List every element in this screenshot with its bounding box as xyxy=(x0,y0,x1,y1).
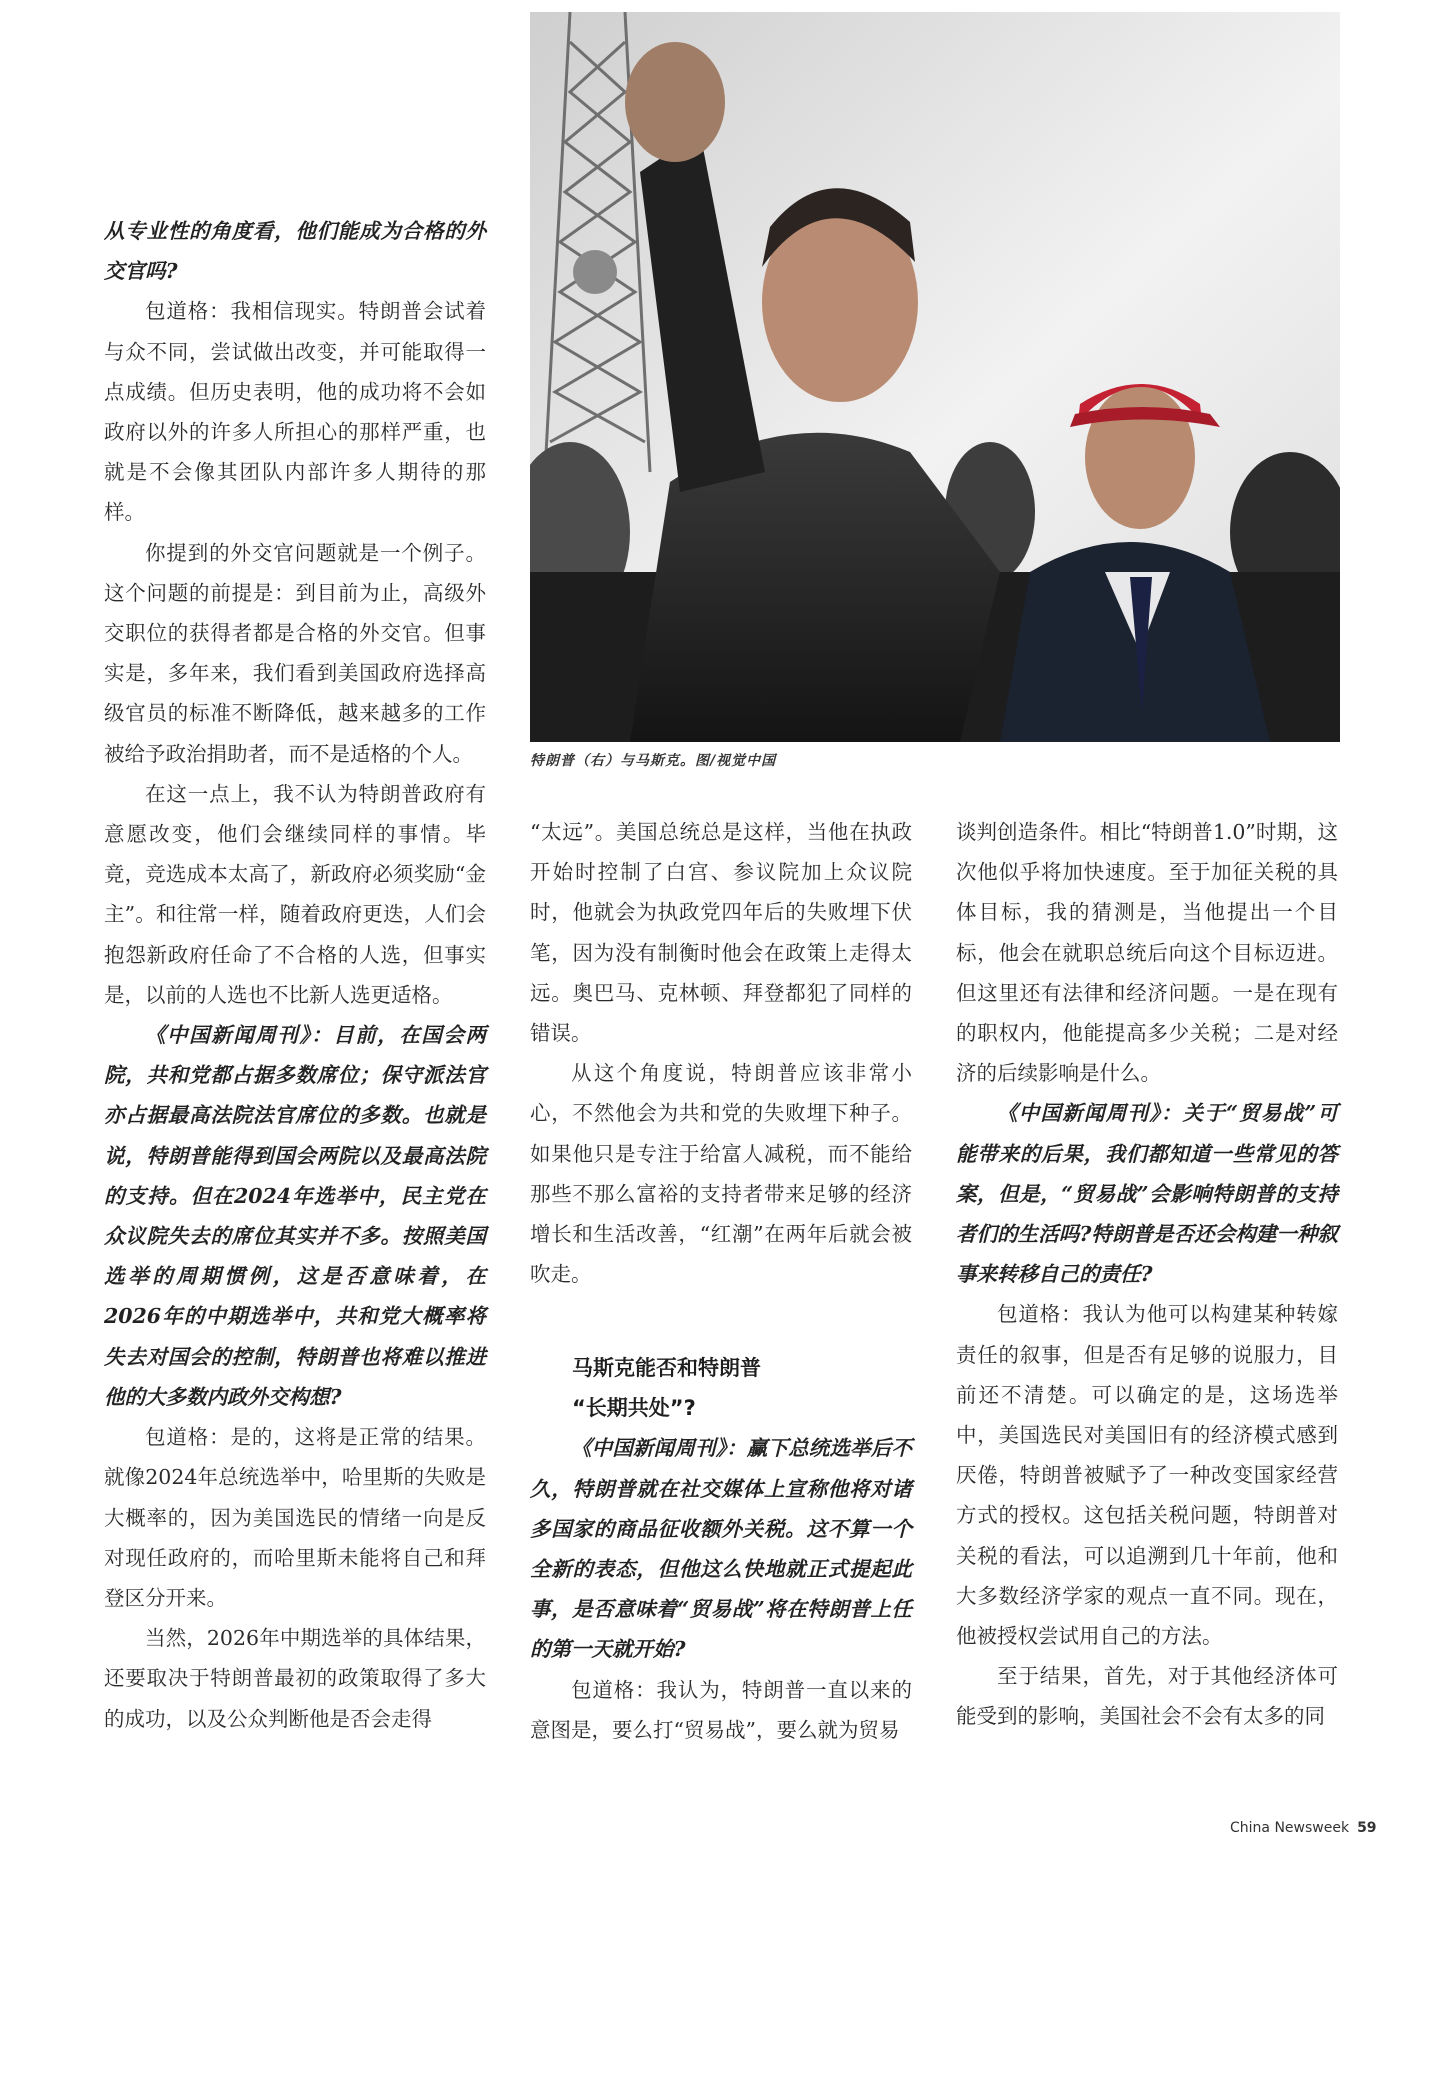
interview-question: 从专业性的角度看，他们能成为合格的外交官吗? xyxy=(104,219,486,284)
paragraph: 包道格：是的，这将是正常的结果。就像2024年总统选举中，哈里斯的失败是大概率的，因为美国选民的情绪一向是反对现任政府的，而哈里斯未能将自己和拜登区分开来。 xyxy=(104,1425,486,1610)
interview-question: 《中国新闻周刊》：目前，在国会两院，共和党都占据多数席位；保守派法官亦占据最高法院法官席位的多数。也就是说，特朗普能得到国会两院以及最高法院的支持。但在2024年选举中，民主党在众议院失去的席位其实并不多。按照美国选举的周期惯例，这是否意味着，在2026年的中期选举中，共和党大概率将失去对国会的控制，特朗普也将难以推进他的大多数内政外交构想? xyxy=(104,1023,486,1409)
paragraph: 包道格：我认为，特朗普一直以来的意图是，要么打“贸易战”，要么就为贸易 xyxy=(530,1677,912,1742)
page-footer xyxy=(1230,1820,1377,1836)
photo-caption: 特朗普（右）与马斯克。图/视觉中国 xyxy=(530,753,777,769)
interview-question: 《中国新闻周刊》：关于“贸易战”可能带来的后果，我们都知道一些常见的答案，但是，“贸易战”会影响特朗普的支持者们的生活吗?特朗普是否还会构建一种叙事来转移自己的责任? xyxy=(956,1101,1338,1287)
paragraph: 在这一点上，我不认为特朗普政府有意愿改变，他们会继续同样的事情。毕竟，竞选成本太高了，新政府必须奖励“金主”。和往常一样，随着政府更迭，人们会抱怨新政府任命了不合格的人选，但事实是，以前的人选也不比新人选更适格。 xyxy=(104,781,486,1007)
paragraph: 当然，2026年中期选举的具体结果，还要取决于特朗普最初的政策取得了多大的成功，以及公众判断他是否会走得 xyxy=(104,1626,486,1731)
paragraph: 包道格：我认为他可以构建某种转嫁责任的叙事，但是否有足够的说服力，目前还不清楚。可以确定的是，这场选举中，美国选民对美国旧有的经济模式感到厌倦，特朗普被赋予了一种改变国家经营方式的授权。这包括关税问题，特朗普对关税的看法，可以追溯到几十年前，他和大多数经济学家的观点一直不同。现在，他被授权尝试用自己的方法。 xyxy=(956,1302,1338,1649)
text-column-1 xyxy=(104,211,486,1739)
interview-question: 《中国新闻周刊》：赢下总统选举后不久，特朗普就在社交媒体上宣称他将对诸多国家的商品征收额外关税。这不算一个全新的表态，但他这么快地就正式提起此事，是否意味着“贸易战”将在特朗普上任的第一天就开始? xyxy=(530,1436,912,1662)
paragraph: 包道格：我相信现实。特朗普会试着与众不同，尝试做出改变，并可能取得一点成绩。但历史表明，他的成功将不会如政府以外的许多人所担心的那样严重，也就是不会像其团队内部许多人期待的那样。 xyxy=(104,299,486,525)
section-gap xyxy=(530,1294,912,1348)
article-photo xyxy=(530,12,1340,742)
text-column-3 xyxy=(956,812,1338,1737)
page-number: 59 xyxy=(1357,1820,1377,1836)
magazine-name: China Newsweek xyxy=(1230,1820,1350,1836)
paragraph: 至于结果，首先，对于其他经济体可能受到的影响，美国社会不会有太多的同 xyxy=(956,1664,1338,1729)
paragraph: 你提到的外交官问题就是一个例子。这个问题的前提是：到目前为止，高级外交职位的获得者都是合格的外交官。但事实是，多年来，我们看到美国政府选择高级官员的标准不断降低，越来越多的工作被给予政治捐助者，而不是适格的个人。 xyxy=(104,540,486,766)
section-heading: “长期共处”? xyxy=(572,1396,696,1421)
section-heading: 马斯克能否和特朗普 xyxy=(572,1356,761,1381)
paragraph: 谈判创造条件。相比“特朗普1.0”时期，这次他似乎将加快速度。至于加征关税的具体目标，我的猜测是，当他提出一个目标，他会在就职总统后向这个目标迈进。但这里还有法律和经济问题。一是在现有的职权内，他能提高多少关税；二是对经济的后续影响是什么。 xyxy=(956,820,1338,1086)
paragraph: “太远”。美国总统总是这样，当他在执政开始时控制了白宫、参议院加上众议院时，他就会为执政党四年后的失败埋下伏笔，因为没有制衡时他会在政策上走得太远。奥巴马、克林顿、拜登都犯了同样的错误。 xyxy=(530,820,912,1046)
text-column-2 xyxy=(530,812,912,1750)
paragraph: 从这个角度说，特朗普应该非常小心，不然他会为共和党的失败埋下种子。如果他只是专注于给富人减税，而不能给那些不那么富裕的支持者带来足够的经济增长和生活改善，“红潮”在两年后就会被吹走。 xyxy=(530,1061,912,1287)
